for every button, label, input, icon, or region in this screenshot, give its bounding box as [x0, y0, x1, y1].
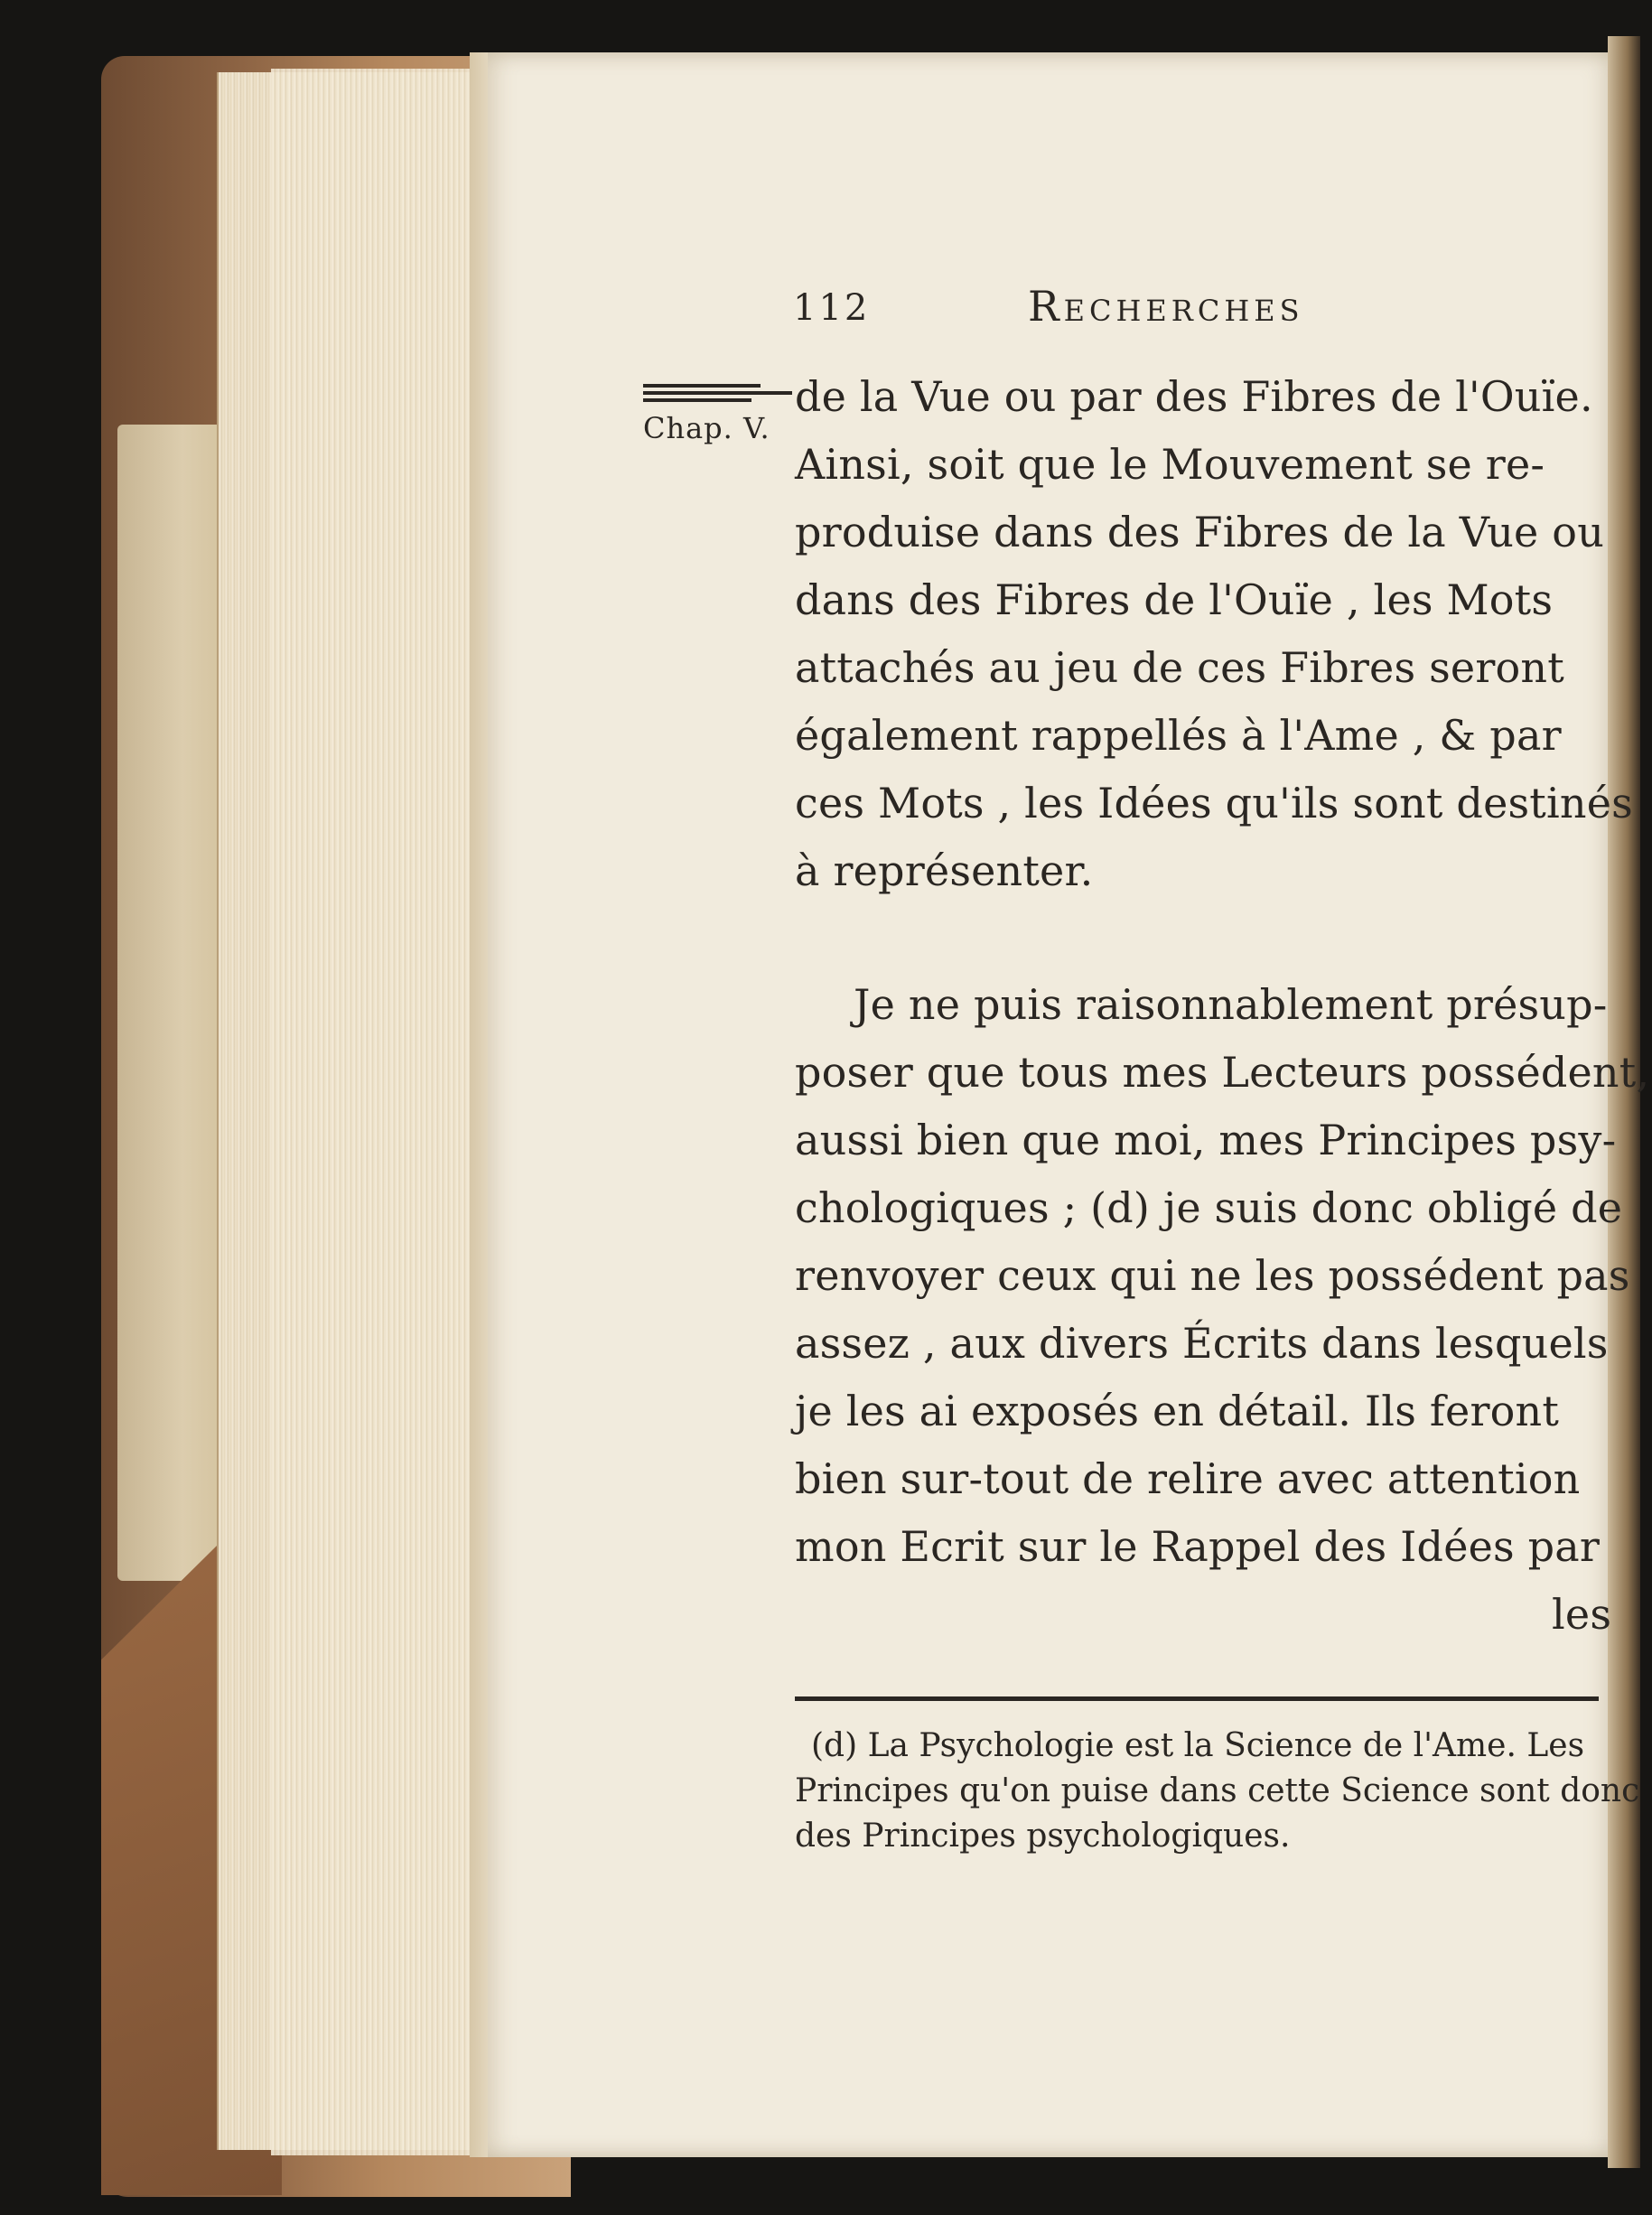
para2-line-7: je les ai exposés en détail. Ils feront: [795, 1387, 1560, 1435]
body-line-5: attachés au jeu de ces Fibres seront: [795, 643, 1564, 692]
body-line-4: dans des Fibres de l'Ouïe , les Mots: [795, 575, 1554, 624]
page-right-edge: [1608, 36, 1640, 2168]
footnote-line-1: (d) La Psychologie est la Science de l'Ame. Les: [811, 1727, 1585, 1764]
footnote-line-2: Principes qu'on puise dans cette Science sont donc: [795, 1772, 1640, 1809]
body-line-3: produise dans des Fibres de la Vue ou: [795, 508, 1605, 556]
page-number: 112: [793, 287, 871, 329]
para2-line-2: poser que tous mes Lecteurs possédent,: [795, 1048, 1650, 1097]
para2-line-8: bien sur-tout de relire avec attention: [795, 1454, 1581, 1503]
body-line-8: à représenter.: [795, 846, 1094, 895]
margin-rule-mark: [643, 384, 792, 404]
page-edges-inner: [271, 69, 492, 2155]
para2-line-9: mon Ecrit sur le Rappel des Idées par: [795, 1522, 1601, 1571]
para2-line-3: aussi bien que moi, mes Principes psy-: [795, 1116, 1617, 1164]
catchword: les: [1552, 1590, 1612, 1639]
running-title: Recherches: [1028, 282, 1304, 331]
body-line-1: de la Vue ou par des Fibres de l'Ouïe.: [795, 372, 1593, 421]
para2-line-6: assez , aux divers Écrits dans lesquels: [795, 1319, 1609, 1368]
footnote-rule: [795, 1696, 1599, 1701]
body-line-2: Ainsi, soit que le Mouvement se re-: [795, 440, 1545, 489]
cover-paper-panel: [117, 425, 226, 1581]
body-line-6: également rappellés à l'Ame , & par: [795, 711, 1562, 760]
chapter-margin-note: Chap. V.: [643, 411, 770, 445]
body-line-7: ces Mots , les Idées qu'ils sont destinés: [795, 779, 1633, 827]
para2-line-1: Je ne puis raisonnablement présup-: [854, 980, 1608, 1029]
para2-line-4: chologiques ; (d) je suis donc obligé de: [795, 1183, 1623, 1232]
para2-line-5: renvoyer ceux qui ne les possédent pas: [795, 1251, 1630, 1300]
footnote-line-3: des Principes psychologiques.: [795, 1818, 1291, 1855]
